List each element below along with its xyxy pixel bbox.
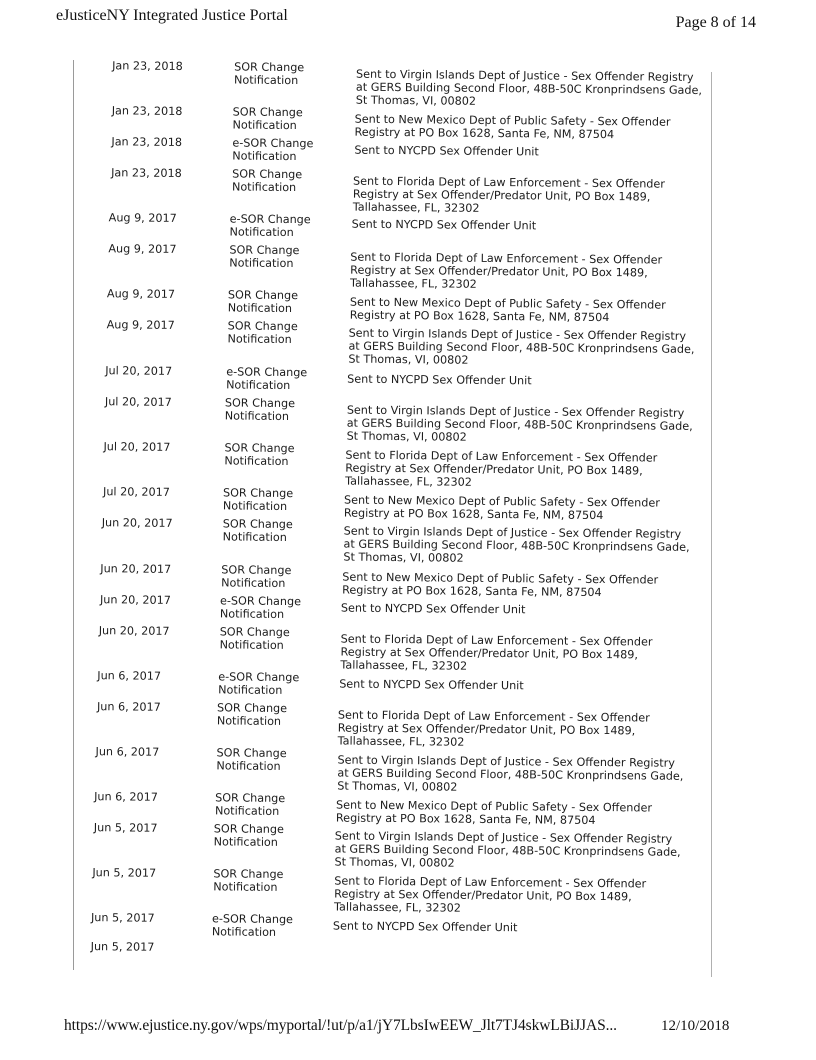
record-description: Sent to NYCPD Sex Offender Unit <box>347 372 532 388</box>
record-date: Jul 20, 2017 <box>103 485 171 499</box>
record-date: Jul 20, 2017 <box>103 440 171 454</box>
record-date: Jun 6, 2017 <box>97 669 162 683</box>
record-notification-type <box>212 941 322 942</box>
record-date: Jun 5, 2017 <box>90 940 155 954</box>
record-description: Sent to NYCPD Sex Offender Unit <box>332 919 518 935</box>
record-description: Sent to NYCPD Sex Offender Unit <box>339 677 524 693</box>
record-date: Jul 20, 2017 <box>105 364 173 378</box>
record-description: Sent to NYCPD Sex Offender Unit <box>354 143 539 159</box>
record-description: Sent to Florida Dept of Law Enforcement - Sex Offender Registry at Sex Offender/Predator Unit, PO Box 1489, Tallahassee, FL, 32302 <box>345 448 658 490</box>
record-notification-type: SOR Change Notification <box>219 625 290 653</box>
record-notification-type: SOR Change Notification <box>224 396 296 424</box>
record-description: Sent to New Mexico Dept of Public Safety - Sex Offender Registry at PO Box 1628, Santa Fe, NM, 87504 <box>354 112 671 142</box>
record-notification-type: SOR Change Notification <box>222 486 294 514</box>
record-description: Sent to Florida Dept of Law Enforcement - Sex Offender Registry at Sex Offender/Predator Unit, PO Box 1489, Tallahassee, FL, 32302 <box>337 708 650 750</box>
record-notification-type: SOR Change Notification <box>233 60 305 88</box>
record-date: Jan 23, 2018 <box>111 104 183 118</box>
record-description: Sent to Florida Dept of Law Enforcement - Sex Offender Registry at Sex Offender/Predator Unit, PO Box 1489, Tallahassee, FL, 32302 <box>340 632 653 674</box>
record-date: Jun 20, 2017 <box>101 516 173 530</box>
record-date: Aug 9, 2017 <box>108 242 177 256</box>
record-notification-type: SOR Change Notification <box>216 701 288 729</box>
record-date: Aug 9, 2017 <box>106 318 175 332</box>
record-notification-type: SOR Change Notification <box>231 167 303 195</box>
record-description: Sent to Virgin Islands Dept of Justice - Sex Offender Registry at GERS Building Second Floor, 48B-50C Kronprindsens Gade, St Thomas, VI, 00802 <box>334 829 681 871</box>
record-description: Sent to Virgin Islands Dept of Justice - Sex Offender Registry at GERS Building Second Floor, 48B-50C Kronprindsens Gade, St Thomas, VI, 00802 <box>343 524 690 566</box>
record-notification-type: SOR Change Notification <box>216 746 287 774</box>
record-notification-type: SOR Change Notification <box>224 441 295 469</box>
record-date: Jun 20, 2017 <box>100 562 172 576</box>
record-date: Jun 6, 2017 <box>94 790 158 804</box>
footer-url: https://www.ejustice.ny.gov/wps/myportal/!ut/p/a1/jY7LbsIwEEW_Jlt7TJ4skwLBiJJAS... <box>64 1017 617 1034</box>
record-notification-type: e-SOR Change Notification <box>219 594 302 622</box>
record-notification-type: SOR Change Notification <box>214 791 286 819</box>
record-description: Sent to Virgin Islands Dept of Justice - Sex Offender Registry at GERS Building Second Floor, 48B-50C Kronprindsens Gade, St Thomas, VI, 00802 <box>348 326 695 368</box>
record-date: Jun 5, 2017 <box>92 866 157 880</box>
record-description: Sent to Virgin Islands Dept of Justice - Sex Offender Registry at GERS Building Second Floor, 48B-50C Kronprindsens Gade, St Thomas, VI, 00802 <box>355 67 703 109</box>
record-description: Sent to New Mexico Dept of Public Safety - Sex Offender Registry at PO Box 1628, Santa Fe, NM, 87504 <box>343 493 660 523</box>
record-date: Jan 23, 2018 <box>111 135 183 149</box>
record-notification-type: SOR Change Notification <box>229 243 300 271</box>
record-date: Jun 5, 2017 <box>93 821 158 835</box>
record-date: Jul 20, 2017 <box>104 395 172 409</box>
record-description: Sent to New Mexico Dept of Public Safety - Sex Offender Registry at PO Box 1628, Santa Fe, NM, 87504 <box>342 570 659 600</box>
record-notification-type: SOR Change Notification <box>232 105 303 133</box>
record-notification-type: e-SOR Change Notification <box>226 365 308 393</box>
record-description: Sent to Virgin Islands Dept of Justice - Sex Offender Registry at GERS Building Second Floor, 48B-50C Kronprindsens Gade, St Thomas, VI, 00802 <box>337 753 684 795</box>
record-description: Sent to New Mexico Dept of Public Safety - Sex Offender Registry at PO Box 1628, Santa Fe, NM, 87504 <box>335 798 653 828</box>
record-notification-type: SOR Change Notification <box>213 822 284 850</box>
record-description: Sent to Florida Dept of Law Enforcement - Sex Offender Registry at Sex Offender/Predator Unit, PO Box 1489, Tallahassee, FL, 32302 <box>334 874 647 916</box>
record-notification-type: SOR Change Notification <box>227 319 298 347</box>
record-description: Sent to Florida Dept of Law Enforcement - Sex Offender Registry at Sex Offender/Predator Unit, PO Box 1489, Tallahassee, FL, 32302 <box>350 250 663 292</box>
record-date: Jan 23, 2018 <box>112 59 183 73</box>
record-notification-type: SOR Change Notification <box>227 288 299 316</box>
record-notification-type: SOR Change Notification <box>221 563 292 591</box>
record-notification-type: e-SOR Change Notification <box>232 136 314 164</box>
record-description: Sent to New Mexico Dept of Public Safety - Sex Offender Registry at PO Box 1628, Santa Fe, NM, 87504 <box>349 295 666 325</box>
footer-print-date: 12/10/2018 <box>661 1018 730 1034</box>
record-description: Sent to Florida Dept of Law Enforcement - Sex Offender Registry at Sex Offender/Predator Unit, PO Box 1489, Tallahassee, FL, 32302 <box>352 174 665 216</box>
record-notification-type: SOR Change Notification <box>213 867 284 895</box>
record-date: Aug 9, 2017 <box>106 287 176 301</box>
record-description: Sent to NYCPD Sex Offender Unit <box>351 217 537 233</box>
record-date: Jun 20, 2017 <box>98 624 170 638</box>
record-notification-type: SOR Change Notification <box>222 517 293 545</box>
page-number: Page 8 of 14 <box>675 14 756 31</box>
record-date: Jan 23, 2018 <box>111 166 182 180</box>
record-description <box>333 948 713 952</box>
record-date: Aug 9, 2017 <box>108 211 177 225</box>
portal-title: eJusticeNY Integrated Justice Portal <box>56 7 288 24</box>
record-description: Sent to Virgin Islands Dept of Justice - Sex Offender Registry at GERS Building Second Floor, 48B-50C Kronprindsens Gade, St Thomas, VI, 00802 <box>346 403 693 445</box>
record-date: Jun 6, 2017 <box>96 700 161 714</box>
record-notification-type: e-SOR Change Notification <box>218 670 300 698</box>
record-notification-type: e-SOR Change Notification <box>229 212 311 240</box>
record-date: Jun 20, 2017 <box>99 593 171 607</box>
record-notification-type: e-SOR Change Notification <box>211 912 294 940</box>
record-date: Jun 5, 2017 <box>90 911 155 925</box>
record-description: Sent to NYCPD Sex Offender Unit <box>340 601 526 617</box>
record-date: Jun 6, 2017 <box>95 745 160 759</box>
